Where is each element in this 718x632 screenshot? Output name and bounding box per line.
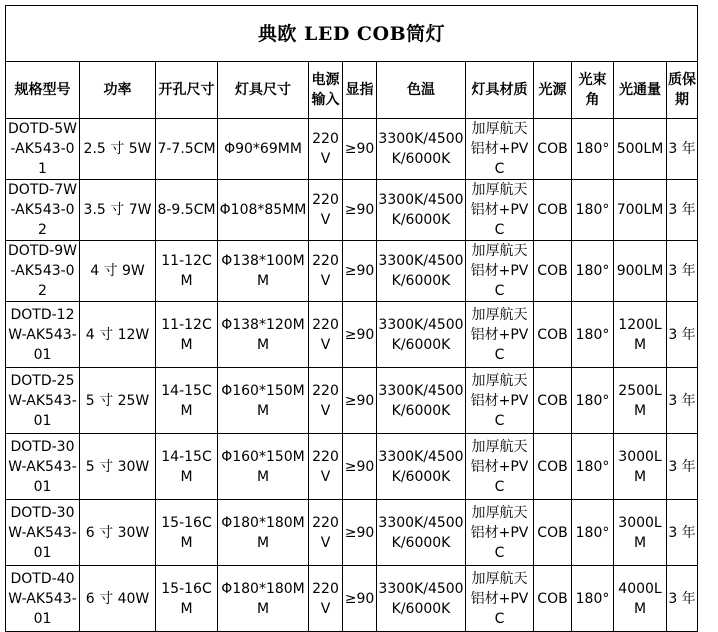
warranty-cell: 3 年 bbox=[667, 302, 698, 368]
cutout-cell: 11-12CM bbox=[156, 302, 218, 368]
cct-cell: 3300K/4500K/6000K bbox=[377, 368, 466, 434]
cutout-cell: 14-15CM bbox=[156, 434, 218, 500]
source-cell: COB bbox=[534, 241, 572, 302]
header-cell: 质保期 bbox=[667, 62, 698, 119]
cri-cell: ≥90 bbox=[343, 368, 377, 434]
cct-cell: 3300K/4500K/6000K bbox=[377, 434, 466, 500]
size-cell: Φ180*180MM bbox=[218, 566, 309, 632]
beam-angle-cell: 180° bbox=[572, 241, 614, 302]
material-cell: 加厚航天铝材+PVC bbox=[466, 434, 534, 500]
header-cell: 色温 bbox=[377, 62, 466, 119]
cri-cell: ≥90 bbox=[343, 119, 377, 180]
lumen-cell: 500LM bbox=[614, 119, 667, 180]
power-cell: 5 寸 25W bbox=[80, 368, 156, 434]
size-cell: Φ138*120MM bbox=[218, 302, 309, 368]
table-row bbox=[6, 500, 698, 566]
model-cell: DOTD-30W-AK543-01 bbox=[6, 434, 80, 500]
cutout-cell: 11-12CM bbox=[156, 241, 218, 302]
spec-table bbox=[5, 5, 698, 632]
cct-cell: 3300K/4500K/6000K bbox=[377, 500, 466, 566]
voltage-cell: 220V bbox=[309, 434, 343, 500]
source-cell: COB bbox=[534, 180, 572, 241]
table-title: 典欧 LED COB筒灯 bbox=[6, 6, 698, 62]
beam-angle-cell: 180° bbox=[572, 434, 614, 500]
table-row bbox=[6, 180, 698, 241]
source-cell: COB bbox=[534, 566, 572, 632]
beam-angle-cell: 180° bbox=[572, 566, 614, 632]
voltage-cell: 220V bbox=[309, 241, 343, 302]
power-cell: 6 寸 40W bbox=[80, 566, 156, 632]
header-cell: 功率 bbox=[80, 62, 156, 119]
warranty-cell: 3 年 bbox=[667, 500, 698, 566]
cct-cell: 3300K/4500K/6000K bbox=[377, 302, 466, 368]
cri-cell: ≥90 bbox=[343, 566, 377, 632]
lumen-cell: 3000LM bbox=[614, 434, 667, 500]
warranty-cell: 3 年 bbox=[667, 368, 698, 434]
cutout-cell: 7-7.5CM bbox=[156, 119, 218, 180]
model-cell: DOTD-9W-AK543-02 bbox=[6, 241, 80, 302]
table-row bbox=[6, 434, 698, 500]
beam-angle-cell: 180° bbox=[572, 302, 614, 368]
source-cell: COB bbox=[534, 500, 572, 566]
cct-cell: 3300K/4500K/6000K bbox=[377, 241, 466, 302]
source-cell: COB bbox=[534, 119, 572, 180]
material-cell: 加厚航天铝材+PVC bbox=[466, 241, 534, 302]
size-cell: Φ108*85MM bbox=[218, 180, 309, 241]
material-cell: 加厚航天铝材+PVC bbox=[466, 566, 534, 632]
voltage-cell: 220V bbox=[309, 302, 343, 368]
power-cell: 3.5 寸 7W bbox=[80, 180, 156, 241]
material-cell: 加厚航天铝材+PVC bbox=[466, 180, 534, 241]
voltage-cell: 220V bbox=[309, 119, 343, 180]
voltage-cell: 220V bbox=[309, 368, 343, 434]
header-cell: 灯具材质 bbox=[466, 62, 534, 119]
header-cell: 电源输入 bbox=[309, 62, 343, 119]
voltage-cell: 220V bbox=[309, 500, 343, 566]
voltage-cell: 220V bbox=[309, 180, 343, 241]
size-cell: Φ160*150MM bbox=[218, 368, 309, 434]
cct-cell: 3300K/4500K/6000K bbox=[377, 180, 466, 241]
source-cell: COB bbox=[534, 302, 572, 368]
lumen-cell: 3000LM bbox=[614, 500, 667, 566]
lumen-cell: 4000LM bbox=[614, 566, 667, 632]
power-cell: 4 寸 12W bbox=[80, 302, 156, 368]
header-cell: 显指 bbox=[343, 62, 377, 119]
warranty-cell: 3 年 bbox=[667, 241, 698, 302]
table-row bbox=[6, 119, 698, 180]
header-cell: 规格型号 bbox=[6, 62, 80, 119]
beam-angle-cell: 180° bbox=[572, 180, 614, 241]
material-cell: 加厚航天铝材+PVC bbox=[466, 119, 534, 180]
spec-sheet bbox=[5, 5, 698, 632]
lumen-cell: 700LM bbox=[614, 180, 667, 241]
cct-cell: 3300K/4500K/6000K bbox=[377, 566, 466, 632]
header-cell: 开孔尺寸 bbox=[156, 62, 218, 119]
cutout-cell: 14-15CM bbox=[156, 368, 218, 434]
warranty-cell: 3 年 bbox=[667, 119, 698, 180]
cutout-cell: 8-9.5CM bbox=[156, 180, 218, 241]
header-cell: 灯具尺寸 bbox=[218, 62, 309, 119]
beam-angle-cell: 180° bbox=[572, 119, 614, 180]
cri-cell: ≥90 bbox=[343, 241, 377, 302]
power-cell: 2.5 寸 5W bbox=[80, 119, 156, 180]
size-cell: Φ160*150MM bbox=[218, 434, 309, 500]
header-cell: 光束角 bbox=[572, 62, 614, 119]
model-cell: DOTD-25W-AK543-01 bbox=[6, 368, 80, 434]
source-cell: COB bbox=[534, 368, 572, 434]
cri-cell: ≥90 bbox=[343, 302, 377, 368]
model-cell: DOTD-40W-AK543-01 bbox=[6, 566, 80, 632]
size-cell: Φ90*69MM bbox=[218, 119, 309, 180]
warranty-cell: 3 年 bbox=[667, 434, 698, 500]
model-cell: DOTD-5W-AK543-01 bbox=[6, 119, 80, 180]
size-cell: Φ180*180MM bbox=[218, 500, 309, 566]
model-cell: DOTD-7W-AK543-02 bbox=[6, 180, 80, 241]
cri-cell: ≥90 bbox=[343, 500, 377, 566]
material-cell: 加厚航天铝材+PVC bbox=[466, 302, 534, 368]
beam-angle-cell: 180° bbox=[572, 368, 614, 434]
source-cell: COB bbox=[534, 434, 572, 500]
table-row bbox=[6, 302, 698, 368]
lumen-cell: 900LM bbox=[614, 241, 667, 302]
table-row bbox=[6, 566, 698, 632]
model-cell: DOTD-12W-AK543-01 bbox=[6, 302, 80, 368]
voltage-cell: 220V bbox=[309, 566, 343, 632]
cct-cell: 3300K/4500K/6000K bbox=[377, 119, 466, 180]
material-cell: 加厚航天铝材+PVC bbox=[466, 500, 534, 566]
power-cell: 5 寸 30W bbox=[80, 434, 156, 500]
warranty-cell: 3 年 bbox=[667, 566, 698, 632]
warranty-cell: 3 年 bbox=[667, 180, 698, 241]
cutout-cell: 15-16CM bbox=[156, 566, 218, 632]
header-cell: 光通量 bbox=[614, 62, 667, 119]
table-row bbox=[6, 241, 698, 302]
material-cell: 加厚航天铝材+PVC bbox=[466, 368, 534, 434]
lumen-cell: 2500LM bbox=[614, 368, 667, 434]
power-cell: 4 寸 9W bbox=[80, 241, 156, 302]
header-cell: 光源 bbox=[534, 62, 572, 119]
size-cell: Φ138*100MM bbox=[218, 241, 309, 302]
beam-angle-cell: 180° bbox=[572, 500, 614, 566]
cutout-cell: 15-16CM bbox=[156, 500, 218, 566]
model-cell: DOTD-30W-AK543-01 bbox=[6, 500, 80, 566]
power-cell: 6 寸 30W bbox=[80, 500, 156, 566]
table-row bbox=[6, 368, 698, 434]
header-row bbox=[6, 62, 698, 119]
cri-cell: ≥90 bbox=[343, 434, 377, 500]
cri-cell: ≥90 bbox=[343, 180, 377, 241]
lumen-cell: 1200LM bbox=[614, 302, 667, 368]
